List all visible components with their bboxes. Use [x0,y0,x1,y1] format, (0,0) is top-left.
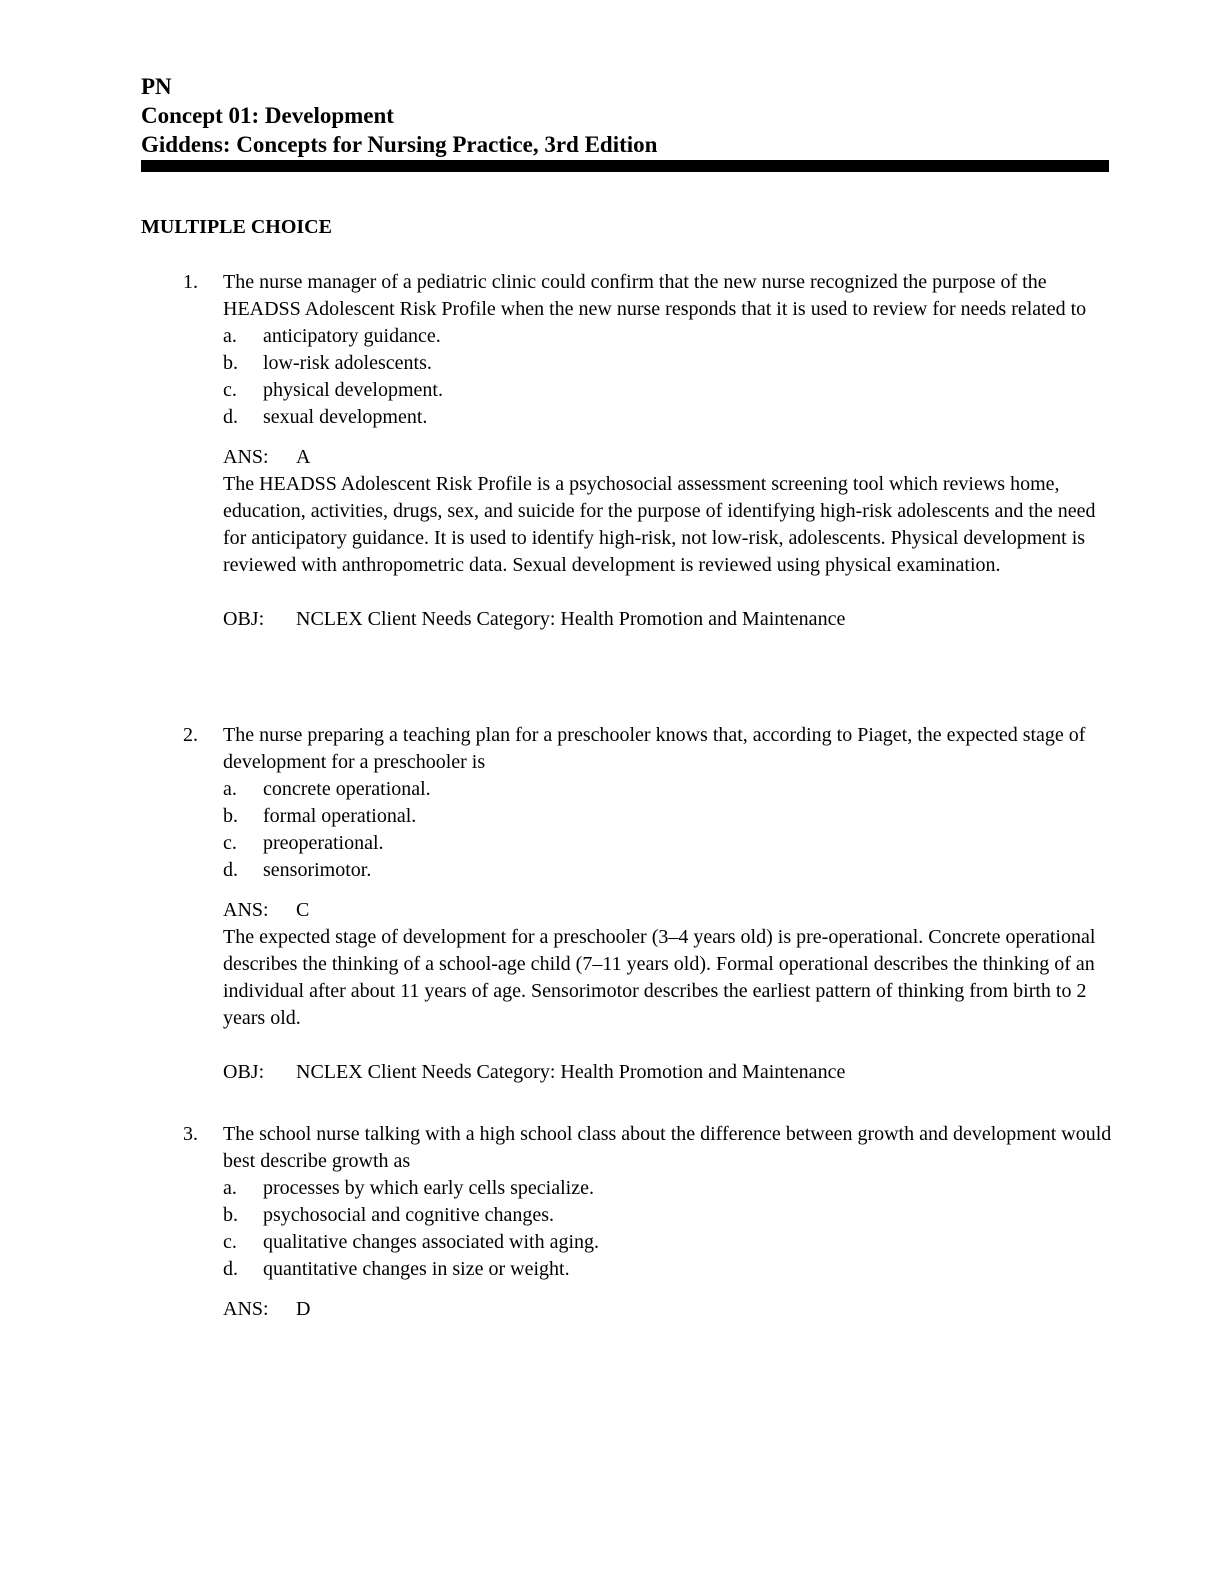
choice-letter: a. [223,1177,237,1199]
choice-text: processes by which early cells specialize. [263,1177,594,1199]
choice-text: preoperational. [263,832,384,854]
rationale: The HEADSS Adolescent Risk Profile is a psychosocial assessment screening tool which reviews home, education, activities, drugs, sex, and suicide for the purpose of identifying high-risk adolescents and the need for anticipatory guidance. It is used to identify high-risk, not low-risk, adolescents. Physical development is reviewed with anthropometric data. Sexual development is reviewed using physical examination. [223,473,1096,576]
choice-text: psychosocial and cognitive changes. [263,1204,555,1226]
question-stem: The nurse manager of a pediatric clinic could confirm that the new nurse recognized the purpose of the HEADSS Adolescent Risk Profile when the new nurse responds that it is used to review for needs related to [223,271,1087,320]
choice-item [223,857,1113,884]
choice-item [223,830,1113,857]
question-number: 1. [183,271,198,293]
choice-letter: c. [223,1231,237,1253]
choice-item [223,1256,1113,1283]
objective-label: OBJ: [223,608,265,630]
choice-text: sensorimotor. [263,859,372,881]
choice-item [223,1175,1113,1202]
objective-value: NCLEX Client Needs Category: Health Promotion and Maintenance [296,1061,846,1083]
answer-value: A [296,446,311,468]
answer-label: ANS: [223,446,269,468]
choice-letter: c. [223,832,237,854]
header-program: PN [141,74,172,99]
answer-value: C [296,899,310,921]
question-stem: The nurse preparing a teaching plan for a preschooler knows that, according to Piaget, the expected stage of development for a preschooler is [223,724,1086,773]
header-rule [141,160,1109,172]
objective-label: OBJ: [223,1061,265,1083]
answer-line [223,1296,1113,1323]
choice-item [223,323,1113,350]
rationale: The expected stage of development for a preschooler (3–4 years old) is pre-operational. Concrete operational describes the thinking of a school-age child (7–11 years old). Formal operational describes the thinking of an individual after about 11 years of age. Sensorimotor describes the earliest pattern of thinking from birth to 2 years old. [223,926,1096,1029]
choice-text: physical development. [263,379,443,401]
choice-item [223,377,1113,404]
choice-letter: a. [223,325,237,347]
choice-letter: d. [223,406,238,428]
choice-letter: b. [223,352,238,374]
question-2 [183,722,1113,1086]
choice-text: formal operational. [263,805,417,827]
objective-line [223,606,1113,633]
question-number: 3. [183,1123,198,1145]
choice-text: quantitative changes in size or weight. [263,1258,570,1280]
objective-line [223,1059,1113,1086]
choice-text: qualitative changes associated with aging. [263,1231,600,1253]
answer-line [223,444,1113,471]
choice-text: anticipatory guidance. [263,325,441,347]
question-1 [183,269,1113,633]
choice-letter: b. [223,805,238,827]
answer-label: ANS: [223,1298,269,1320]
choice-list [223,323,1113,431]
choice-letter: c. [223,379,237,401]
answer-line [223,897,1113,924]
choice-text: sexual development. [263,406,428,428]
choice-item [223,803,1113,830]
choice-item [223,1202,1113,1229]
choice-item [223,404,1113,431]
section-title: MULTIPLE CHOICE [141,216,332,238]
choice-letter: d. [223,859,238,881]
choice-text: concrete operational. [263,778,431,800]
objective-value: NCLEX Client Needs Category: Health Promotion and Maintenance [296,608,846,630]
choice-list [223,776,1113,884]
choice-text: low-risk adolescents. [263,352,432,374]
header-book-title: Giddens: Concepts for Nursing Practice, 3rd Edition [141,132,658,157]
choice-item [223,350,1113,377]
choice-letter: d. [223,1258,238,1280]
answer-label: ANS: [223,899,269,921]
answer-value: D [296,1298,311,1320]
choice-letter: b. [223,1204,238,1226]
choice-item [223,776,1113,803]
choice-letter: a. [223,778,237,800]
question-stem: The school nurse talking with a high school class about the difference between growth and development would best describe growth as [223,1123,1112,1172]
choice-item [223,1229,1113,1256]
choice-list [223,1175,1113,1283]
document-header [141,72,1109,159]
question-number: 2. [183,724,198,746]
question-3 [183,1121,1113,1323]
header-concept: Concept 01: Development [141,103,394,128]
